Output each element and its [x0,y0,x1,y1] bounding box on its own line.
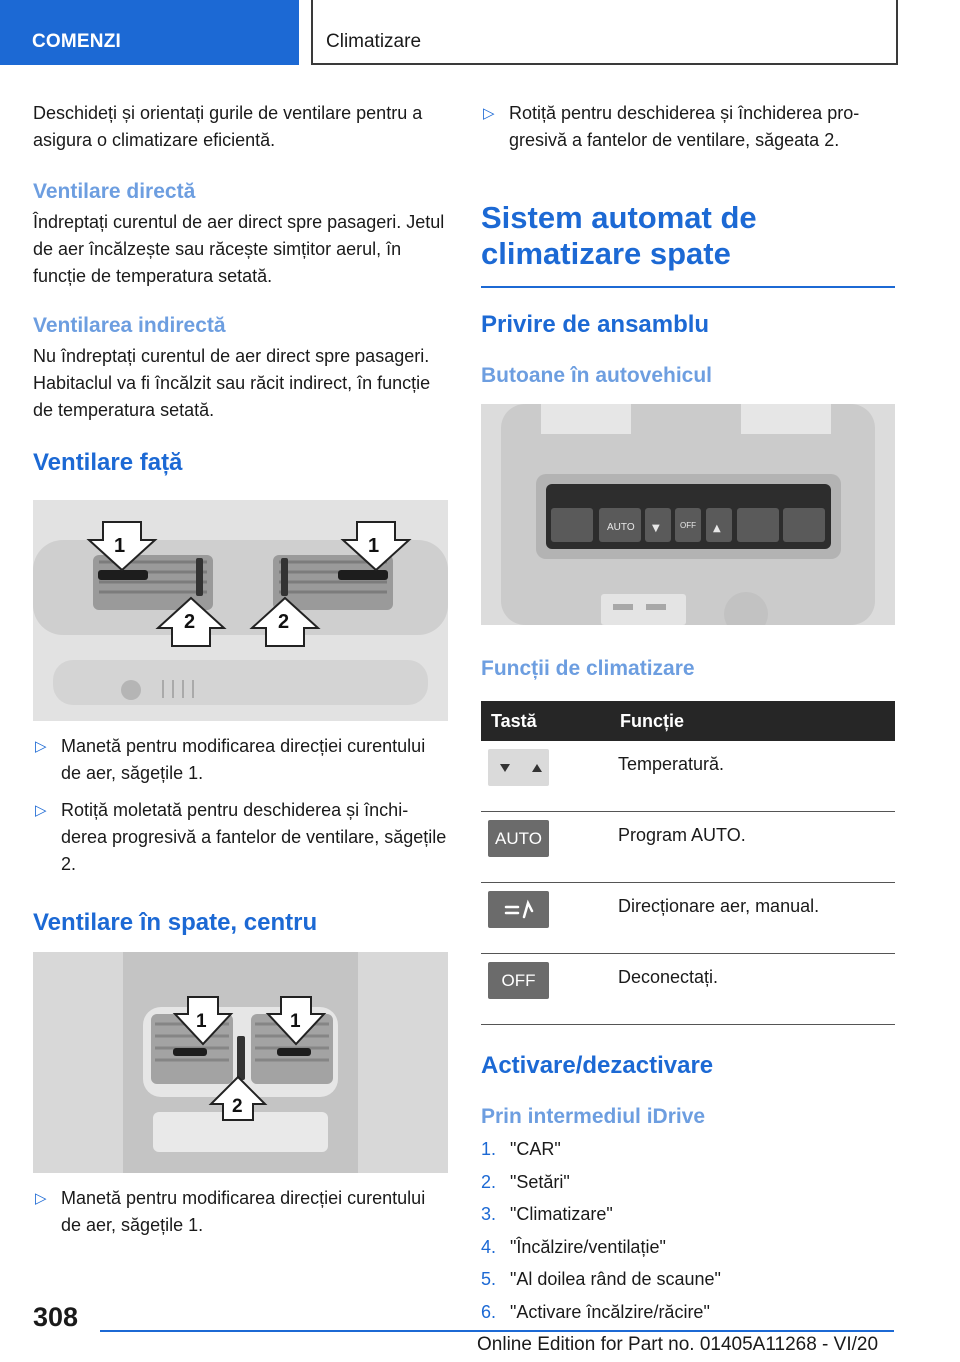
temperature-keys-icon [488,749,549,786]
list-item: 2. "Setări" [481,1171,570,1192]
front-arrow-label-1a: 1 [114,535,126,557]
function-auto: Program AUTO. [600,812,895,883]
front-bullets [33,733,448,878]
left-column [33,100,448,1249]
buttons-heading: Butoane în autovehicul [481,364,713,387]
column-header-key: Tastă [481,701,600,741]
list-item: 4. "Încălzire/ventilație" [481,1236,666,1257]
functions-table [481,701,895,1025]
rear-arrow-label-1b: 1 [290,1011,301,1032]
front-vents-image [33,500,448,721]
air-direction-key-icon [488,891,549,928]
rear-ventilation-heading: Ventilare în spate, centru [33,909,318,936]
section-tab [0,0,299,65]
idrive-heading: Prin intermediul iDrive [481,1105,706,1128]
column-header-function: Funcție [600,701,895,741]
table-row [481,741,895,812]
list-item: ▷ Rotiță moletată pentru deschiderea și închiderea progresivă a fantelor de ventilare, săgețile 2. [33,797,448,878]
page-number: 308 [33,1302,79,1332]
triangle-bullet-icon: ▷ [35,1190,47,1207]
list-item: ▷ Manetă pentru modificarea direcției curentului de aer, săgețile 1. [33,733,448,787]
front-arrow-label-2b: 2 [278,611,290,633]
indirect-ventilation-heading: Ventilarea indirectă [33,314,226,337]
rear-bullets [33,1185,448,1239]
rear-vents-image [33,952,448,1173]
off-key-icon: OFF [488,962,549,999]
section-title: COMENZI [32,31,122,52]
functions-heading: Funcții de climatizare [481,657,695,680]
table-row [481,954,895,1025]
list-item: 1. "CAR" [481,1139,561,1159]
function-temperature: Temperatură. [600,741,895,812]
rear-arrow-label-2: 2 [232,1096,243,1117]
list-item: 5. "Al doilea rând de scaune" [481,1269,721,1289]
panel-up-arrow-icon: ▲ [713,523,721,534]
list-item: ▷ Manetă pentru modificarea direcției curentului de aer, săgețile 1. [33,1185,448,1239]
table-header-row [481,701,895,741]
triangle-bullet-icon: ▷ [483,105,495,122]
front-ventilation-heading: Ventilare față [33,449,183,476]
front-arrow-label-2a: 2 [184,611,196,633]
panel-down-arrow-icon: ▼ [652,523,660,534]
right-column [481,100,895,1328]
top-bullets [481,100,895,154]
list-item: ▷ Rotiță pentru deschiderea și închiderea progresivă a fantelor de ventilare, săgeata 2. [481,100,895,154]
section-main-title: Sistem automat de climatizare spate [481,200,757,271]
list-item: 3. "Climatizare" [481,1204,613,1224]
intro-paragraph: Deschideți și orientați gurile de ventilare pentru a asigura o climatizare eficientă. [33,103,423,150]
edition-text: Online Edition for Part no. 01405A11268 - VI/20 [477,1334,879,1355]
footer-rule [100,1330,894,1332]
chapter-title: Climatizare [326,31,422,52]
direct-ventilation-text: Îndreptați curentul de aer direct spre pasageri. Jetul de aer încălzește sau răcește simțitor aerul, în funcție de temperatura setată. [33,212,445,286]
panel-auto-label: AUTO [607,522,635,533]
list-item: 6. "Activare încălzire/răcire" [481,1301,710,1322]
triangle-bullet-icon: ▷ [35,802,47,819]
control-panel-image [481,404,895,625]
panel-off-label: OFF [680,521,696,530]
activation-heading: Activare/dezactivare [481,1052,714,1079]
table-row [481,883,895,954]
rear-arrow-label-1a: 1 [196,1011,207,1032]
triangle-bullet-icon: ▷ [35,738,47,755]
table-row [481,812,895,883]
function-air-direction: Direcționare aer, manual. [600,883,895,954]
indirect-ventilation-text: Nu îndreptați curentul de aer direct spre pasageri. Habitaclul va fi încălzit sau răcit indirect, în funcție de temperatura setată. [33,346,431,420]
front-arrow-label-1b: 1 [368,535,380,557]
function-off: Deconectați. [600,954,895,1025]
idrive-steps [481,1133,895,1328]
chapter-box [311,0,898,65]
auto-key-icon: AUTO [488,820,549,857]
overview-heading: Privire de ansamblu [481,311,710,338]
direct-ventilation-heading: Ventilare directă [33,180,196,203]
